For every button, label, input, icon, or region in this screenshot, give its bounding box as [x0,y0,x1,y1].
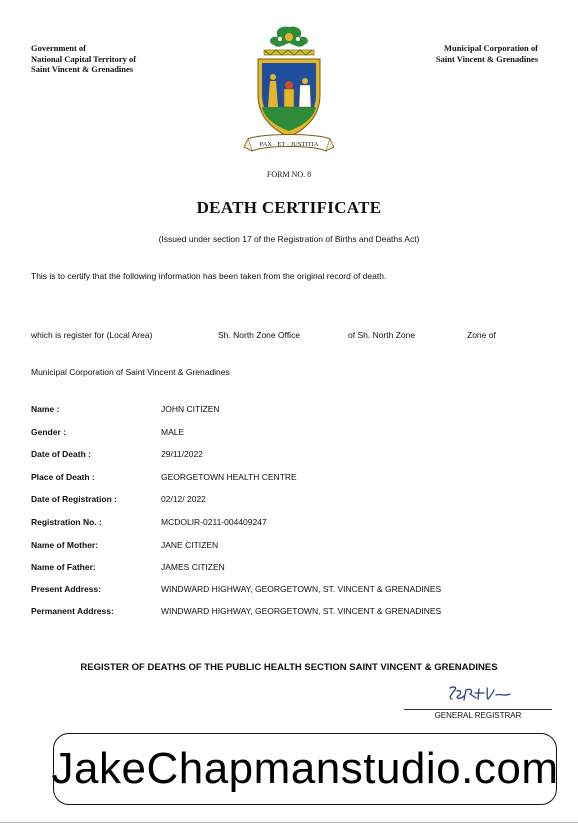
certificate-subtitle: (Issued under section 17 of the Registration of Births and Deaths Act) [158,234,420,244]
form-number: FORM NO. 8 [266,170,312,179]
coat-of-arms-icon [240,23,338,161]
field-value-gender: MALE [161,427,185,437]
field-label-permanent-address: Permanent Address: [31,606,114,616]
field-value-place-of-death: GEORGETOWN HEALTH CENTRE [161,472,297,482]
register-office: Sh. North Zone Office [218,330,301,340]
register-of-deaths: REGISTER OF DEATHS OF THE PUBLIC HEALTH SECTION SAINT VINCENT & GRENADINES [80,662,498,673]
field-value-registration-no: MCDOLIR-0211-004409247 [161,517,267,527]
header-left-line: Government of [31,43,87,53]
field-label-date-of-registration: Date of Registration : [31,494,117,504]
header-left-line: National Capital Territory of [31,53,137,64]
field-label-gender: Gender : [31,427,66,437]
field-label-present-address: Present Address: [31,584,102,594]
field-label-father: Name of Father: [31,562,96,572]
header-left-line: Saint Vincent & Grenadines [31,64,134,74]
field-label-mother: Name of Mother: [31,540,99,550]
field-value-date-of-registration: 02/12/ 2022 [161,494,206,504]
crest-motto: PAX · ET · JUSTITIA [259,141,319,148]
field-label-place-of-death: Place of Death : [31,472,95,482]
bottom-divider [0,822,578,823]
field-value-father: JAMES CITIZEN [161,562,225,572]
field-label-registration-no: Registration No. : [31,517,102,527]
field-label-name: Name : [31,404,60,414]
field-label-date-of-death: Date of Death : [31,449,91,459]
header-right-line: Municipal Corporation of [444,43,538,53]
watermark-text: JakeChapmanstudio.com [51,744,559,793]
register-prefix: which is register for (Local Area) [31,330,153,340]
watermark-box [53,733,557,805]
header-right-line: Saint Vincent & Grenadines [435,53,538,64]
certificate-title: DEATH CERTIFICATE [196,198,382,217]
general-registrar-label: GENERAL REGISTRAR [434,711,522,720]
field-value-date-of-death: 29/11/2022 [161,449,203,459]
certify-statement: This is to certify that the following information has been taken from the original record of death. [31,271,387,281]
municipal-line: Municipal Corporation of Saint Vincent & Grenadines [31,367,230,377]
header-left [31,43,136,75]
field-value-mother: JANE CITIZEN [161,540,219,550]
signature-line [404,709,552,710]
signature-icon [424,682,534,706]
field-value-permanent-address: WINDWARD HIGHWAY, GEORGETOWN, ST. VINCENT & GRENADINES [161,606,442,616]
header-right [436,43,538,64]
field-value-present-address: WINDWARD HIGHWAY, GEORGETOWN, ST. VINCENT & GRENADINES [161,584,442,594]
register-of-zone: of Sh. North Zone [348,330,416,340]
field-value-name: JOHN CITIZEN [161,404,220,414]
register-zone-of: Zone of [467,330,496,340]
